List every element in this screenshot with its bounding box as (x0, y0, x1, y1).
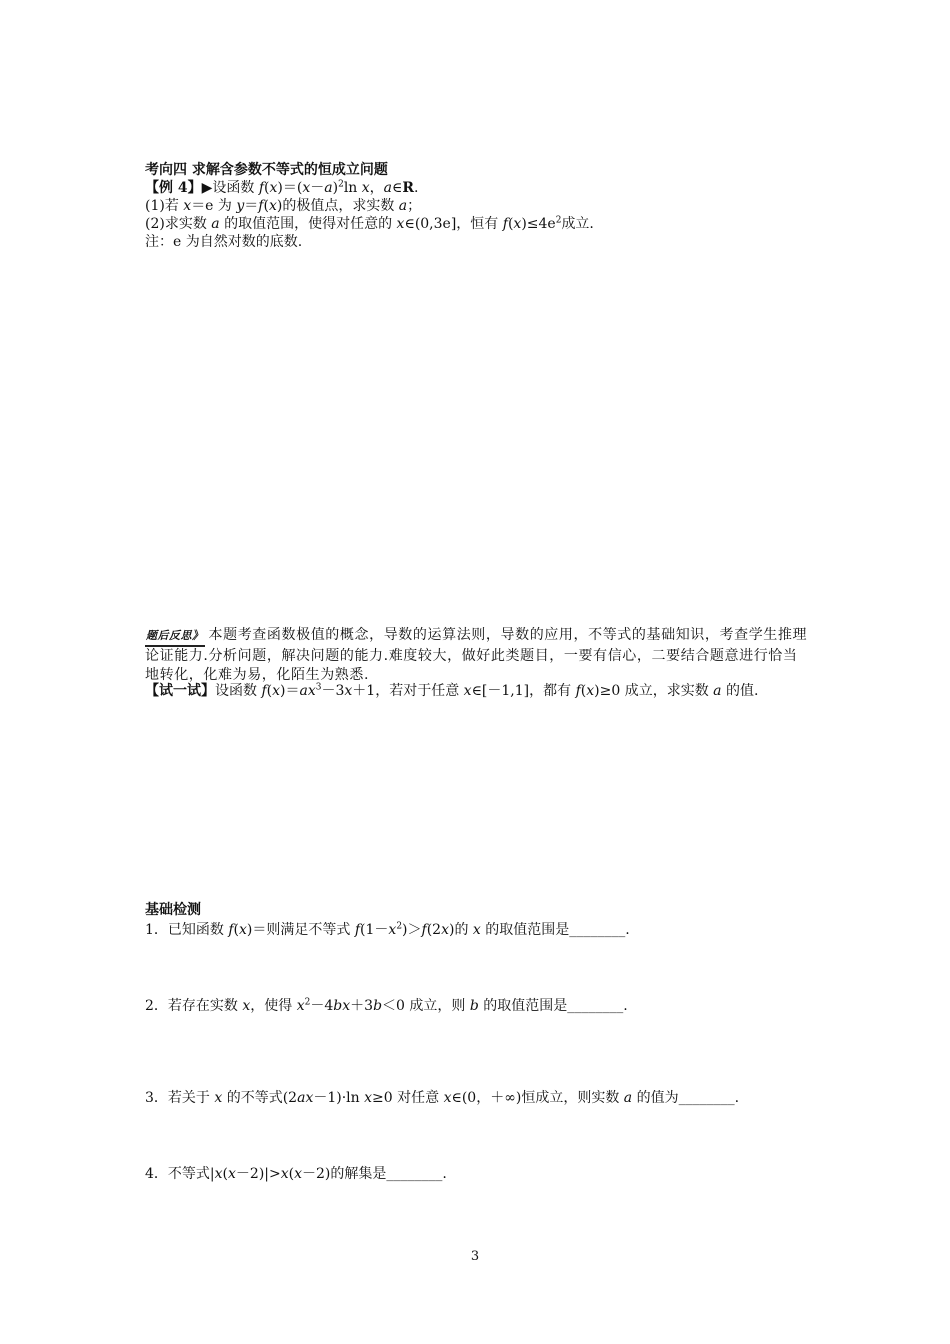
text: )的 (448, 922, 473, 938)
text: ＋3 (350, 998, 374, 1014)
text: ＝e 为 (191, 198, 237, 214)
var: bx (333, 998, 351, 1014)
var: b (373, 998, 383, 1014)
var: x (586, 683, 595, 699)
var: x (228, 1166, 236, 1182)
text: － (310, 180, 325, 196)
var: f (421, 922, 427, 938)
var: x (183, 198, 192, 214)
basic-heading: 基础检测 (145, 902, 201, 918)
var: x (269, 180, 278, 196)
text: －3 (321, 683, 345, 699)
var: f (575, 683, 581, 699)
text: (2)求实数 (145, 216, 212, 232)
text: )＝( (277, 180, 303, 196)
text: ( (507, 216, 514, 232)
page-number: 3 (470, 1249, 480, 1264)
note: 注：e 为自然对数的底数. (145, 234, 303, 250)
var: x (361, 180, 370, 196)
text: )≥0 成立，求实数 (594, 683, 714, 699)
var: f (258, 198, 264, 214)
text: . (414, 180, 419, 196)
section-heading: 考向四 求解含参数不等式的恒成立问题 (145, 162, 388, 178)
text: 4．不等式| (145, 1166, 215, 1182)
var: x (388, 922, 397, 938)
text: ∈[－1,1]，都有 (471, 683, 576, 699)
text: ( (288, 1166, 295, 1182)
var: x (463, 683, 472, 699)
text: ( (222, 1166, 228, 1182)
var: a (623, 1090, 633, 1106)
text: 的取值范围是________. (478, 998, 628, 1014)
text: )≤4e (521, 216, 556, 232)
basic-question-2 (145, 997, 628, 1015)
var: x (302, 180, 311, 196)
exponent: 2 (338, 179, 344, 190)
try-it-problem (145, 682, 758, 700)
var: x (443, 1090, 452, 1106)
text: 3．若关于 (145, 1090, 215, 1106)
basic-question-3 (145, 1089, 739, 1107)
var: b (469, 998, 479, 1014)
question-1 (145, 197, 421, 215)
var: x (441, 922, 449, 938)
exponent: 3 (315, 682, 322, 693)
exponent: 2 (555, 215, 562, 226)
text: 2．若存在实数 (145, 998, 243, 1014)
var: f (258, 180, 265, 196)
var: f (228, 922, 234, 938)
var: x (214, 1090, 223, 1106)
var: x (472, 922, 481, 938)
text: －2)的解集是________. (302, 1166, 447, 1182)
text: 的不等式(2 (222, 1090, 298, 1106)
var: x (242, 998, 251, 1014)
var: x (268, 198, 277, 214)
example-label: 【例 4】▶ (145, 180, 213, 196)
var: x (513, 216, 522, 232)
text: )＝则满足不等式 (246, 922, 355, 938)
text: ； (407, 198, 422, 214)
text: ∈ (392, 180, 403, 196)
var: a (383, 180, 393, 196)
text: ，使得 (250, 998, 297, 1014)
text: 成立. (561, 216, 594, 232)
var: x (344, 683, 353, 699)
text: ＝ (244, 198, 259, 214)
text: －1)·ln (313, 1090, 365, 1106)
text: 1．已知函数 (145, 922, 229, 938)
var: a (324, 180, 333, 196)
text: 的值. (721, 683, 759, 699)
var: x (364, 1090, 373, 1106)
text: 设函数 (212, 180, 259, 196)
var: x (239, 922, 247, 938)
text: －2)|> (235, 1166, 281, 1182)
var: x (214, 1166, 223, 1182)
text: ＜0 成立，则 (382, 998, 470, 1014)
text: (1－ (360, 922, 389, 938)
reflection-paragraph (145, 626, 810, 685)
reflection-text: 本题考查函数极值的概念，导数的运算法则，导数的应用，不等式的基础知识，考查学生推理论证能力.分析问题，解决问题的能力.难度较大，做好此类题目，一要有信心，二要结合题意进行恰当地转化，化难为易，化陌生为熟悉. (145, 627, 808, 683)
text: )＝ (280, 683, 300, 699)
var: ax (299, 683, 316, 699)
var: y (236, 198, 245, 214)
basic-question-1 (145, 921, 630, 939)
text: ( (266, 683, 273, 699)
var: f (354, 922, 361, 938)
text: ∈(0,3e]，恒有 (404, 216, 503, 232)
text: (2 (426, 922, 442, 938)
text: 的取值范围是________. (480, 922, 630, 938)
text: )＞ (402, 922, 422, 938)
exponent: 2 (396, 921, 403, 932)
var: ax (297, 1090, 314, 1106)
exponent: 2 (304, 997, 311, 1008)
var: x (296, 998, 305, 1014)
text: ≥0 对任意 (372, 1090, 444, 1106)
text: ) (332, 180, 339, 196)
text: 的值为________. (632, 1090, 740, 1106)
var: a (211, 216, 220, 232)
var: a (713, 683, 722, 699)
text: 的取值范围，使得对任意的 (219, 216, 397, 232)
text: ∈(0，＋∞)恒成立，则实数 (451, 1090, 624, 1106)
basic-question-4 (145, 1165, 447, 1183)
text: )的极值点，求实数 (276, 198, 399, 214)
reflection-badge: 题后反思》 (145, 626, 205, 647)
var: a (398, 198, 408, 214)
text: ln (343, 180, 362, 196)
question-2 (145, 215, 594, 233)
text: 设函数 (215, 683, 262, 699)
example-4-statement (145, 179, 419, 197)
set-symbol: R (402, 180, 415, 196)
var: f (502, 216, 508, 232)
text: ， (369, 180, 384, 196)
try-label: 【试一试】 (145, 683, 215, 699)
text: ( (580, 683, 587, 699)
text: ＋1，若对于任意 (352, 683, 464, 699)
text: ( (233, 922, 240, 938)
text: ( (264, 180, 270, 196)
var: x (396, 216, 405, 232)
text: ( (263, 198, 269, 214)
var: x (280, 1166, 289, 1182)
text: －4 (310, 998, 334, 1014)
var: x (272, 683, 281, 699)
var: f (261, 683, 267, 699)
var: x (294, 1166, 303, 1182)
text: (1)若 (145, 198, 184, 214)
